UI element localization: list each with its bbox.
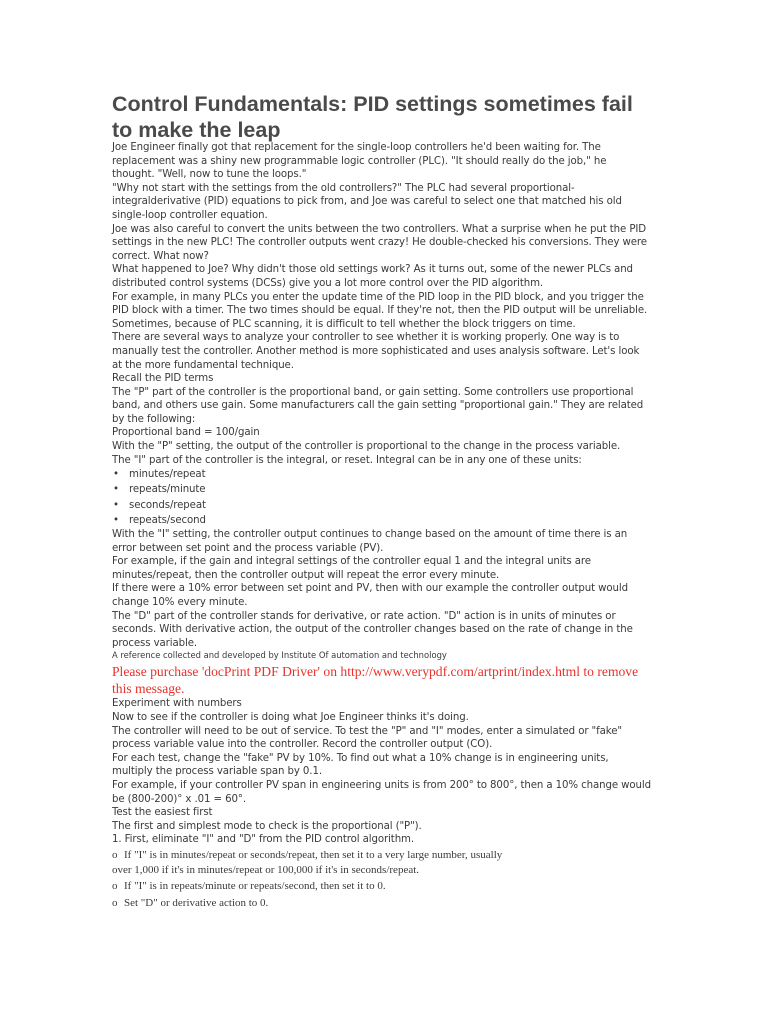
paragraph: "Why not start with the settings from the old controllers?" The PLC had several proportional-integralderivative (PID) equations to pick from, and Joe was careful to select one that matched his old single-loop controller equation.: [112, 182, 622, 221]
sub-step: o Set "D" or derivative action to 0.: [112, 896, 652, 911]
integral-units-list: [112, 467, 652, 528]
paragraph: The "P" part of the controller is the proportional band, or gain setting. Some controllers use proportional band, and others use gain. Some manufacturers call the gain setting "proportional gain." They are related by the following:: [112, 386, 644, 425]
paragraph: For example, if the gain and integral settings of the controller equal 1 and the integral units are minutes/repeat, then the controller output will repeat the error every minute.: [112, 556, 591, 581]
section-heading: Recall the PID terms: [112, 373, 214, 385]
numbered-step: 1. First, eliminate "I" and "D" from the PID control algorithm.: [112, 834, 415, 846]
list-item: • seconds/repeat: [112, 498, 652, 513]
paragraph: For each test, change the "fake" PV by 10%. To find out what a 10% change is in engineering units, multiply the process variable span by 0.1.: [112, 752, 609, 778]
bullet-icon: •: [113, 469, 119, 481]
paragraph: For example, in many PLCs you enter the update time of the PID loop in the PID block, and you trigger the PID block with a timer. The two times should be equal. If they're not, then the PID output will be unreliable. Sometimes, because of PLC scanning, it is difficult to tell whether the block triggers on time.: [112, 291, 648, 330]
paragraph: With the "I" setting, the controller output continues to change based on the amount of time there is an error between set point and the process variable (PV).: [112, 529, 628, 554]
list-item: • repeats/second: [112, 513, 652, 528]
sub-step: o If "I" is in minutes/repeat or seconds/repeat, then set it to a very large number, usually: [112, 848, 652, 863]
paragraph: The controller will need to be out of service. To test the "P" and "I" modes, enter a simulated or "fake" process variable value into the controller. Record the controller output (CO).: [112, 725, 622, 751]
paragraph: The first and simplest mode to check is the proportional ("P").: [112, 820, 422, 832]
list-item: • repeats/minute: [112, 482, 652, 497]
reference-note: A reference collected and developed by Institute Of automation and technology: [112, 650, 447, 661]
circle-bullet-icon: o: [112, 896, 118, 909]
formula: Proportional band = 100/gain: [112, 427, 260, 439]
section-heading: Test the easiest first: [112, 807, 213, 819]
sub-step-continuation: over 1,000 if it's in minutes/repeat or 100,000 if it's in seconds/repeat.: [112, 864, 420, 877]
sub-step: o If "I" is in repeats/minute or repeats/second, then set it to 0.: [112, 879, 652, 894]
paragraph: Joe was also careful to convert the units between the two controllers. What a surprise when he put the PID settings in the new PLC! The controller outputs went crazy! He double-checked his conversions. They were correct. What now?: [112, 223, 647, 262]
paragraph: What happened to Joe? Why didn't those old settings work? As it turns out, some of the newer PLCs and distributed control systems (DCSs) give you a lot more control over the PID algorithm.: [112, 264, 633, 289]
article-body: [112, 141, 652, 911]
paragraph: Now to see if the controller is doing what Joe Engineer thinks it's doing.: [112, 712, 469, 723]
paragraph: There are several ways to analyze your controller to see whether it is working properly. One way is to manually test the controller. Another method is more sophisticated and uses analysis software. Let's look at the more fundamental technique.: [112, 332, 640, 371]
section-heading: Experiment with numbers: [112, 698, 242, 710]
bullet-icon: •: [113, 499, 119, 511]
paragraph: Joe Engineer finally got that replacement for the single-loop controllers he'd been waiting for. The replacement was a shiny new programmable logic controller (PLC). "It should really do the job," he thought. "Well, now to tune the loops.": [112, 142, 607, 181]
list-item: • minutes/repeat: [112, 467, 652, 482]
bullet-icon: •: [113, 484, 119, 496]
article-title: Control Fundamentals: PID settings sometimes fail to make the leap: [112, 92, 633, 142]
paragraph: The "D" part of the controller stands for derivative, or rate action. "D" action is in units of minutes or seconds. With derivative action, the output of the controller changes based on the rate of change in the process variable.: [112, 610, 633, 649]
paragraph: For example, if your controller PV span in engineering units is from 200° to 800°, then a 10% change would be (800-200)° x .01 = 60°.: [112, 779, 651, 805]
paragraph: The "I" part of the controller is the integral, or reset. Integral can be in any one of these units:: [112, 454, 582, 466]
bullet-icon: •: [113, 514, 119, 526]
watermark-message: Please purchase 'docPrint PDF Driver' on http://www.verypdf.com/artprint/index.html to remove this message.: [112, 664, 639, 697]
paragraph: If there were a 10% error between set point and PV, then with our example the controller output would change 10% every minute.: [112, 583, 628, 609]
paragraph: With the "P" setting, the output of the controller is proportional to the change in the process variable.: [112, 441, 621, 453]
circle-bullet-icon: o: [112, 848, 118, 861]
circle-bullet-icon: o: [112, 880, 118, 893]
